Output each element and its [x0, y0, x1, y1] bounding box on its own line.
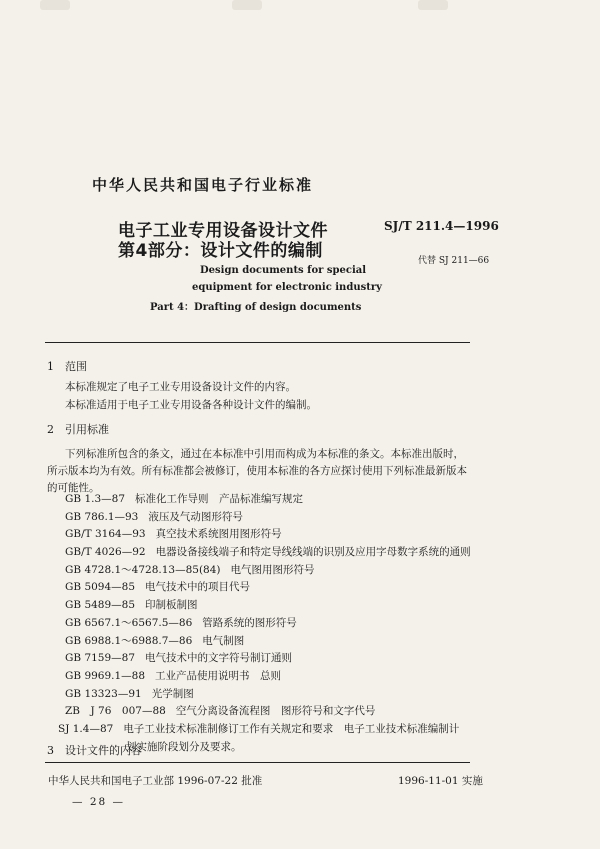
- scan-mark: [418, 0, 448, 10]
- reference-item: GB 9969.1—88 工业产品使用说明书 总则: [65, 669, 282, 682]
- section3-title: 3 设计文件的内容: [47, 744, 142, 757]
- header-divider: [45, 342, 470, 343]
- reference-item: SJ 1.4—87 电子工业技术标准制修订工作有关规定和要求 电子工业技术标准编制计: [58, 722, 460, 735]
- reference-item: GB 13323—91 光学制图: [65, 687, 194, 700]
- reference-item: GB 1.3—87 标准化工作导则 产品标准编写规定: [65, 493, 304, 505]
- section1-title: 1 范围: [47, 360, 87, 373]
- reference-item: ZB J 76 007—88 空气分离设备流程图 图形符号和文字代号: [65, 705, 376, 718]
- scan-mark: [232, 0, 262, 10]
- reference-item: GB 5489—85 印制板制图: [65, 599, 198, 612]
- english-title-line1: Design documents for special: [200, 265, 367, 276]
- section2-intro-line2: 所示版本均为有效。所有标准都会被修订，使用本标准的各方应探讨使用下列标准最新版本: [47, 465, 467, 477]
- reference-list: [58, 491, 485, 756]
- reference-item: GB 786.1—93 液压及气动图形符号: [65, 510, 243, 523]
- section2-title: 2 引用标准: [47, 423, 109, 436]
- reference-item: GB/T 3164—93 真空技术系统图用图形符号: [65, 528, 282, 541]
- reference-item: GB 7159—87 电气技术中的文字符号制订通则: [65, 652, 293, 665]
- reference-item: GB 6988.1～6988.7—86 电气制图: [65, 634, 245, 647]
- doc-title-line1: 电子工业专用设备设计文件: [118, 221, 328, 241]
- reference-continuation: 划实施阶段划分及要求。: [126, 740, 242, 753]
- page-number: — 28 —: [72, 796, 126, 808]
- doc-title-line2: 第4部分：设计文件的编制: [118, 241, 323, 261]
- english-title-line2: equipment for electronic industry: [192, 282, 382, 293]
- english-title-line3: Part 4：Drafting of design documents: [150, 302, 362, 313]
- reference-item: GB 5094—85 电气技术中的项目代号: [65, 581, 251, 594]
- approval-note: 中华人民共和国电子工业部 1996-07-22 批准: [48, 775, 263, 787]
- replaces-standard: 代替 SJ 211—66: [418, 256, 490, 266]
- section1-para1: 本标准规定了电子工业专用设备设计文件的内容。: [65, 381, 296, 393]
- footer-divider: [45, 762, 470, 763]
- reference-item: GB/T 4026—92 电器设备接线端子和特定导线线端的识别及应用字母数字系统的通则: [65, 546, 471, 559]
- implementation-date: 1996-11-01 实施: [398, 775, 483, 787]
- section1-para2: 本标准适用于电子工业专用设备各种设计文件的编制。: [65, 399, 317, 411]
- reference-item: GB 4728.1～4728.13—85(84) 电气图用图形符号: [65, 563, 315, 576]
- country-standard-heading: 中华人民共和国电子行业标准: [92, 176, 314, 194]
- reference-item: GB 6567.1～6567.5—86 管路系统的图形符号: [65, 616, 297, 629]
- standard-code: SJ/T 211.4—1996: [384, 219, 499, 233]
- section2-intro-line1: 下列标准所包含的条文，通过在本标准中引用而构成为本标准的条文。本标准出版时，: [65, 448, 464, 460]
- scan-mark: [40, 0, 70, 10]
- section2-intro-line3: 的可能性。: [47, 482, 100, 494]
